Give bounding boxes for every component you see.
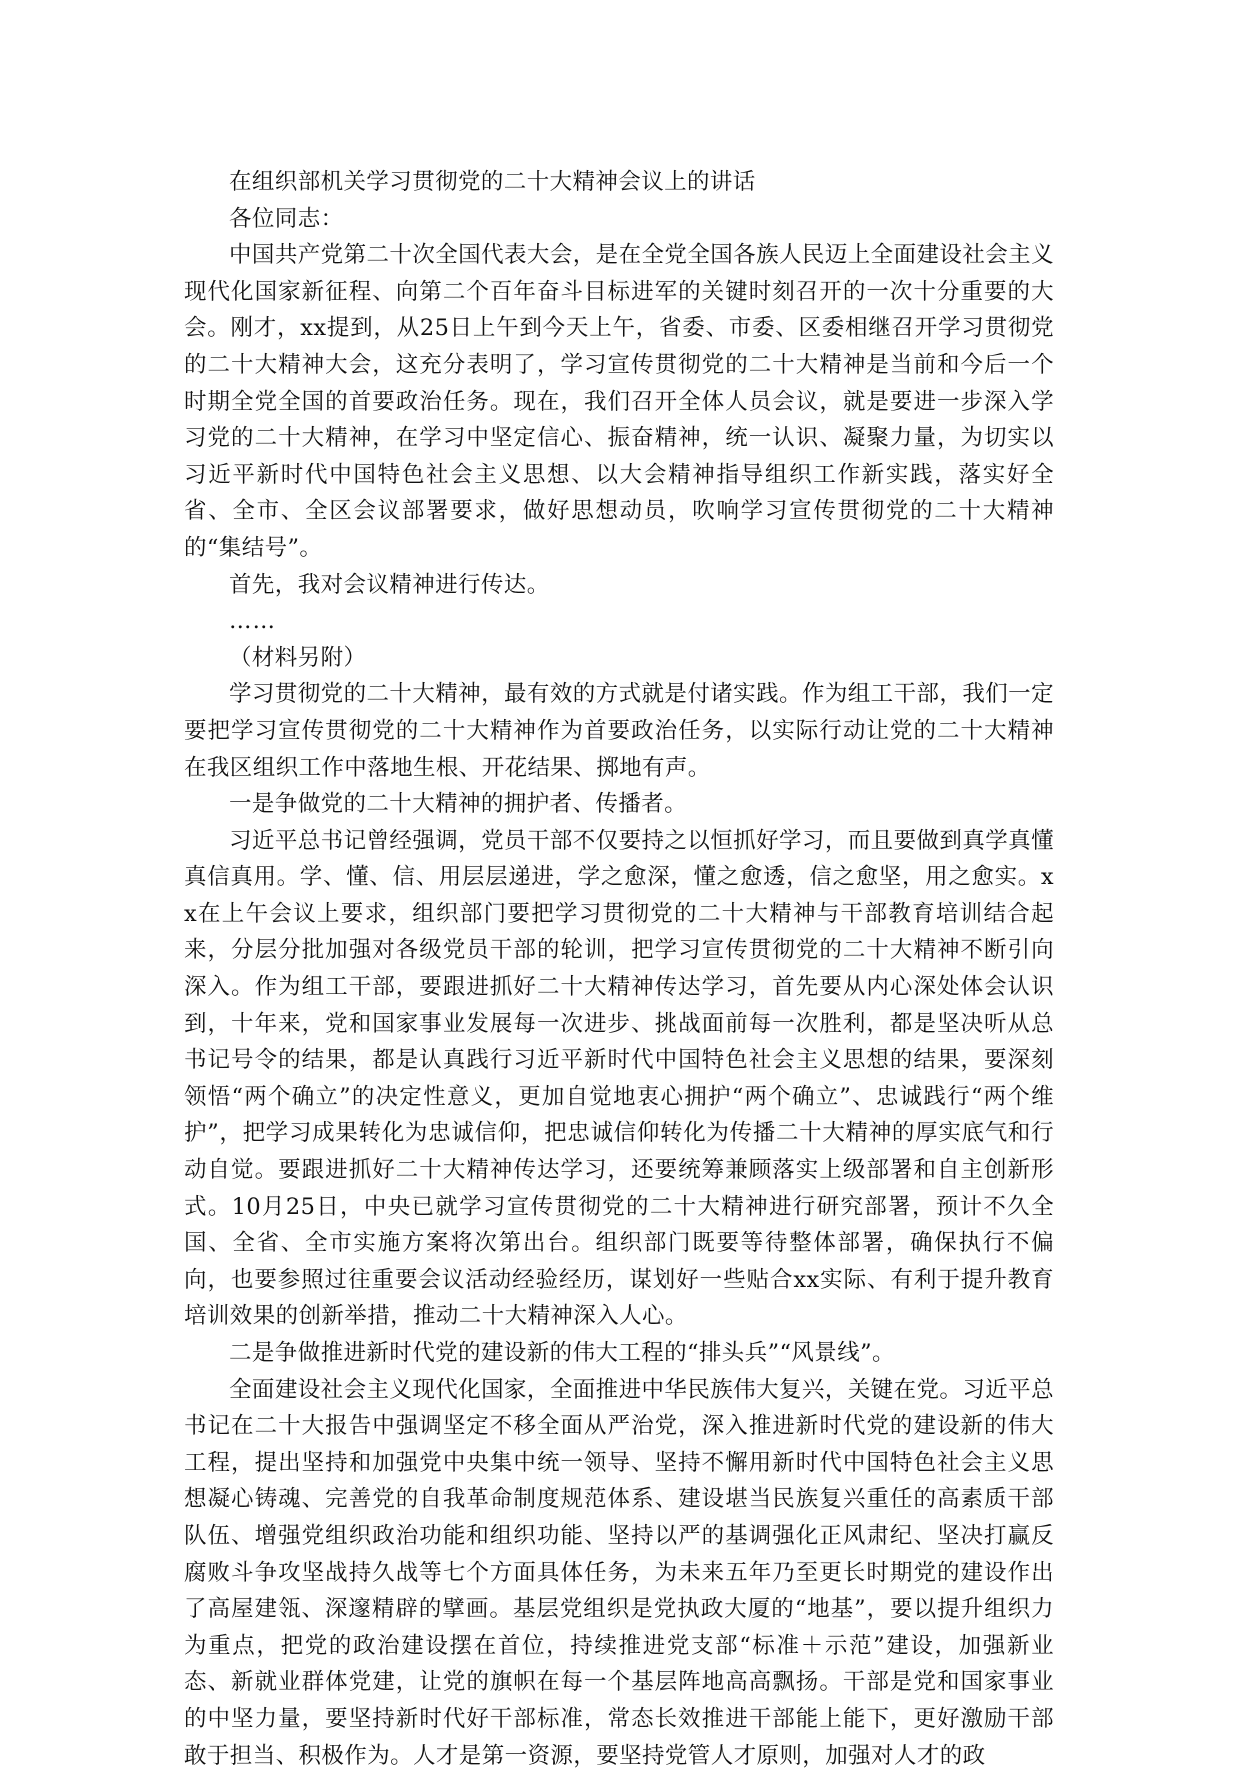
document-title: 在组织部机关学习贯彻党的二十大精神会议上的讲话 [229, 169, 756, 195]
document-body [184, 164, 1054, 1774]
section-heading-2: 二是争做推进新时代党的建设新的伟大工程的“排头兵”“风景线”。 [229, 1340, 895, 1366]
paragraph-practice: 学习贯彻党的二十大精神，最有效的方式就是付诸实践。作为组工干部，我们一定要把学习宣传贯彻党的二十大精神作为首要政治任务，以实际行动让党的二十大精神在我区组织工作中落地生根、开花结果、掷地有声。 [184, 681, 1054, 781]
paragraph-transmission: 首先，我对会议精神进行传达。 [229, 571, 550, 598]
paragraph-intro: 中国共产党第二十次全国代表大会，是在全党全国各族人民迈上全面建设社会主义现代化国家新征程、向第二个百年奋斗目标进军的关键时刻召开的一次十分重要的大会。刚才，xx提到，从25日上午到今天上午，省委、市委、区委相继召开学习贯彻党的二十大精神大会，这充分表明了，学习宣传贯彻党的二十大精神是当前和今后一个时期全党全国的首要政治任务。现在，我们召开全体人员会议，就是要进一步深入学习党的二十大精神，在学习中坚定信心、振奋精神，统一认识、凝聚力量，为切实以习近平新时代中国特色社会主义思想、以大会精神指导组织工作新实践，落实好全省、全市、全区会议部署要求，做好思想动员，吹响学习宣传贯彻党的二十大精神的“集结号”。 [184, 242, 1054, 561]
paragraph-material-note: （材料另附） [229, 644, 367, 671]
paragraph-ellipsis: …… [229, 608, 276, 635]
paragraph-section-2-body: 全面建设社会主义现代化国家，全面推进中华民族伟大复兴，关键在党。习近平总书记在二十大报告中强调坚定不移全面从严治党，深入推进新时代党的建设新的伟大工程，提出坚持和加强党中央集中统一领导、坚持不懈用新时代中国特色社会主义思想凝心铸魂、完善党的自我革命制度规范体系、建设堪当民族复兴重任的高素质干部队伍、增强党组织政治功能和组织功能、坚持以严的基调强化正风肃纪、坚决打赢反腐败斗争攻坚战持久战等七个方面具体任务，为未来五年乃至更长时期党的建设作出了高屋建瓴、深邃精辟的擘画。基层党组织是党执政大厦的“地基”，要以提升组织力为重点，把党的政治建设摆在首位，持续推进党支部“标准＋示范”建设，加强新业态、新就业群体党建，让党的旗帜在每一个基层阵地高高飘扬。干部是党和国家事业的中坚力量，要坚持新时代好干部标准，常态长效推进干部能上能下，更好激励干部敢于担当、积极作为。人才是第一资源，要坚持党管人才原则，加强对人才的政 [184, 1376, 1054, 1769]
paragraph-section-1-body: 习近平总书记曾经强调，党员干部不仅要持之以恒抓好学习，而且要做到真学真懂真信真用。学、懂、信、用层层递进，学之愈深，懂之愈透，信之愈坚，用之愈实。xx在上午会议上要求，组织部门要把学习贯彻党的二十大精神与干部教育培训结合起来，分层分批加强对各级党员干部的轮训，把学习宣传贯彻党的二十大精神不断引向深入。作为组工干部，要跟进抓好二十大精神传达学习，首先要从内心深处体会认识到，十年来，党和国家事业发展每一次进步、挑战面前每一次胜利，都是坚决听从总书记号令的结果，都是认真践行习近平新时代中国特色社会主义思想的结果，要深刻领悟“两个确立”的决定性意义，更加自觉地衷心拥护“两个确立”、忠诚践行“两个维护”，把学习成果转化为忠诚信仰，把忠诚信仰转化为传播二十大精神的厚实底气和行动自觉。要跟进抓好二十大精神传达学习，还要统筹兼顾落实上级部署和自主创新形式。10月25日，中央已就学习宣传贯彻党的二十大精神进行研究部署，预计不久全国、全省、全市实施方案将次第出台。组织部门既要等待整体部署，确保执行不偏向，也要参照过往重要会议活动经验经历，谋划好一些贴合xx实际、有利于提升教育培训效果的创新举措，推动二十大精神深入人心。 [184, 827, 1054, 1330]
salutation: 各位同志： [229, 205, 344, 232]
section-heading-1: 一是争做党的二十大精神的拥护者、传播者。 [229, 791, 688, 818]
